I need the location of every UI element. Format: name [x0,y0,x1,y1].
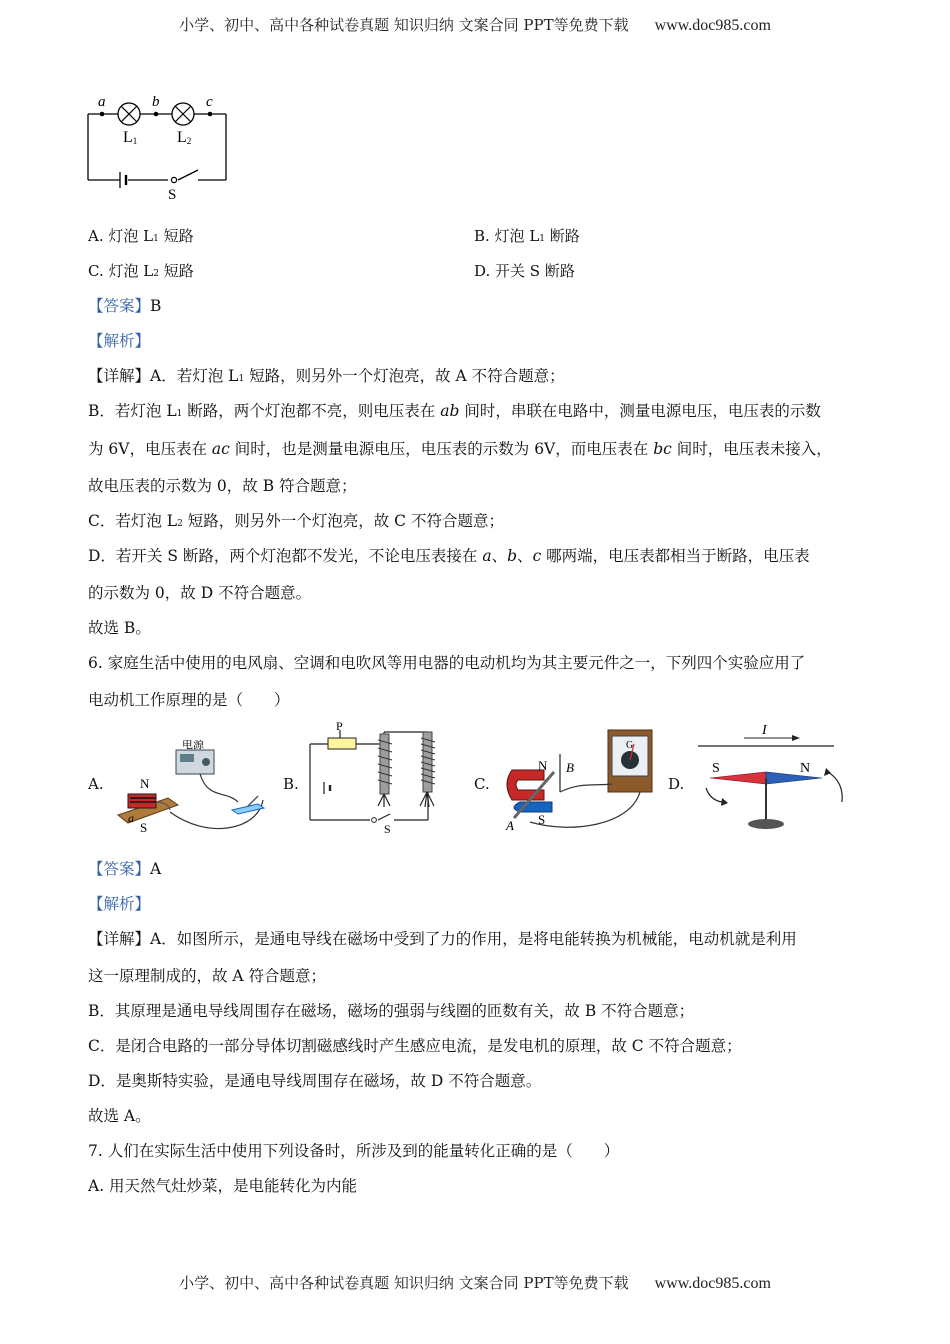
q6-figure-d[interactable] [692,722,862,834]
page-header [0,14,950,35]
q5-detail-line-2: B．若灯泡 L1 断路，两个灯泡都不亮，则电压表在 ab 间时，串联在电路中，测量电源电压，电压表的示数 [88,402,821,420]
a-magnet-s-label: S [140,820,148,835]
q6-figure-a[interactable] [108,740,273,835]
q5-option-b[interactable]: B. 灯泡 L1 断路 [474,227,580,245]
q6-stem-line-1: 6. 家庭生活中使用的电风扇、空调和电吹风等用电器的电动机均为其主要元件之一，下列四个实验应用了 [88,654,806,672]
q5-conclusion: 故选 B。 [88,619,151,637]
d-needle-s-label: S [712,761,720,776]
a-magnet-n-label: N [140,776,150,791]
q5-answer: 【答案】B [88,297,162,315]
footer-site[interactable]: www.doc985.com [654,1275,771,1292]
c-rod-b-label: B [566,760,574,775]
lamp-l1-icon [118,103,140,125]
q6-fig-label-b: B. [283,775,299,793]
q6-figure-c[interactable] [500,722,655,834]
header-title: 小学、初中、高中各种试卷真题 知识归纳 文案合同 PPT等免费下载 [179,16,629,34]
q6-conclusion: 故选 A。 [88,1107,151,1125]
q6-fig-label-c: C. [474,775,490,793]
q6-fig-label-d: D. [668,775,685,793]
q5-analysis-heading: 【解析】 [88,332,151,350]
q6-detail-line-4: C．是闭合电路的一部分导体切割磁感线时产生感应电流，是发电机的原理，故 C 不符合题意； [88,1037,742,1055]
q6-detail-line-2: 这一原理制成的，故 A 符合题意； [88,967,327,985]
q6-analysis-heading: 【解析】 [88,895,151,913]
lamp-l2-label: L2 [177,129,192,146]
node-c-label: c [206,94,213,110]
q5-detail-line-4: 故电压表的示数为 0，故 B 符合题意； [88,477,357,495]
switch-s-label: S [168,187,177,203]
node-a-label: a [98,94,106,110]
q6-detail-line-1: 【详解】A．如图所示，是通电导线在磁场中受到了力的作用，是将电能转换为机械能，电动机就是利用 [88,930,797,948]
q6-answer: 【答案】A [88,860,162,878]
q7-option-a[interactable]: A. 用天然气灶炒菜，是电能转化为内能 [88,1177,358,1195]
q7-stem: 7. 人们在实际生活中使用下列设备时，所涉及到的能量转化正确的是（ ） [88,1142,620,1160]
q5-option-c[interactable]: C. 灯泡 L2 短路 [88,262,194,280]
c-magnet-n-label: N [538,758,548,773]
q5-option-a[interactable]: A. 灯泡 L1 短路 [88,227,194,245]
q5-detail-line-6: D．若开关 S 断路，两个灯泡都不发光，不论电压表接在 a、b、c 哪两端，电压表都相当于断路，电压表 [88,547,810,565]
q6-fig-label-a: A. [88,775,104,793]
c-galvanometer-label: G [626,740,634,751]
lamp-l2-icon [172,103,194,125]
c-magnet-s-label: S [538,812,546,827]
d-needle-n-label: N [800,761,811,776]
b-slider-p-label: P [336,719,343,733]
c-rod-a-label: A [506,818,514,833]
q5-detail-line-3: 为 6V，电压表在 ac 间时，也是测量电源电压，电压表的示数为 6V，而电压表在 bc 间时，电压表未接入， [88,440,832,458]
q5-detail-line-1: 【详解】A．若灯泡 L1 短路，则另外一个灯泡亮，故 A 不符合题意； [88,367,565,385]
q5-option-d[interactable]: D. 开关 S 断路 [474,262,575,280]
page-footer [0,1272,950,1293]
q5-detail-line-7: 的示数为 0，故 D 不符合题意。 [88,584,312,602]
lamp-l1-label: L1 [123,129,138,146]
q6-detail-line-3: B．其原理是通电导线周围存在磁场，磁场的强弱与线圈的匝数有关，故 B 不符合题意； [88,1002,695,1020]
q6-detail-line-5: D．是奥斯特实验，是通电导线周围存在磁场，故 D 不符合题意。 [88,1072,542,1090]
a-power-label: 电源 [182,740,204,751]
q6-stem-line-2: 电动机工作原理的是（ ） [88,691,290,709]
d-current-label: I [762,723,767,738]
q6-figure-b[interactable] [300,716,450,836]
node-b-label: b [152,94,160,110]
footer-title: 小学、初中、高中各种试卷真题 知识归纳 文案合同 PPT等免费下载 [179,1274,629,1292]
a-rod-label: a [128,811,134,825]
b-switch-s-label: S [384,822,391,836]
q5-circuit-figure [80,92,240,204]
q5-detail-line-5: C．若灯泡 L2 短路，则另外一个灯泡亮，故 C 不符合题意； [88,512,504,530]
header-site[interactable]: www.doc985.com [654,17,771,34]
